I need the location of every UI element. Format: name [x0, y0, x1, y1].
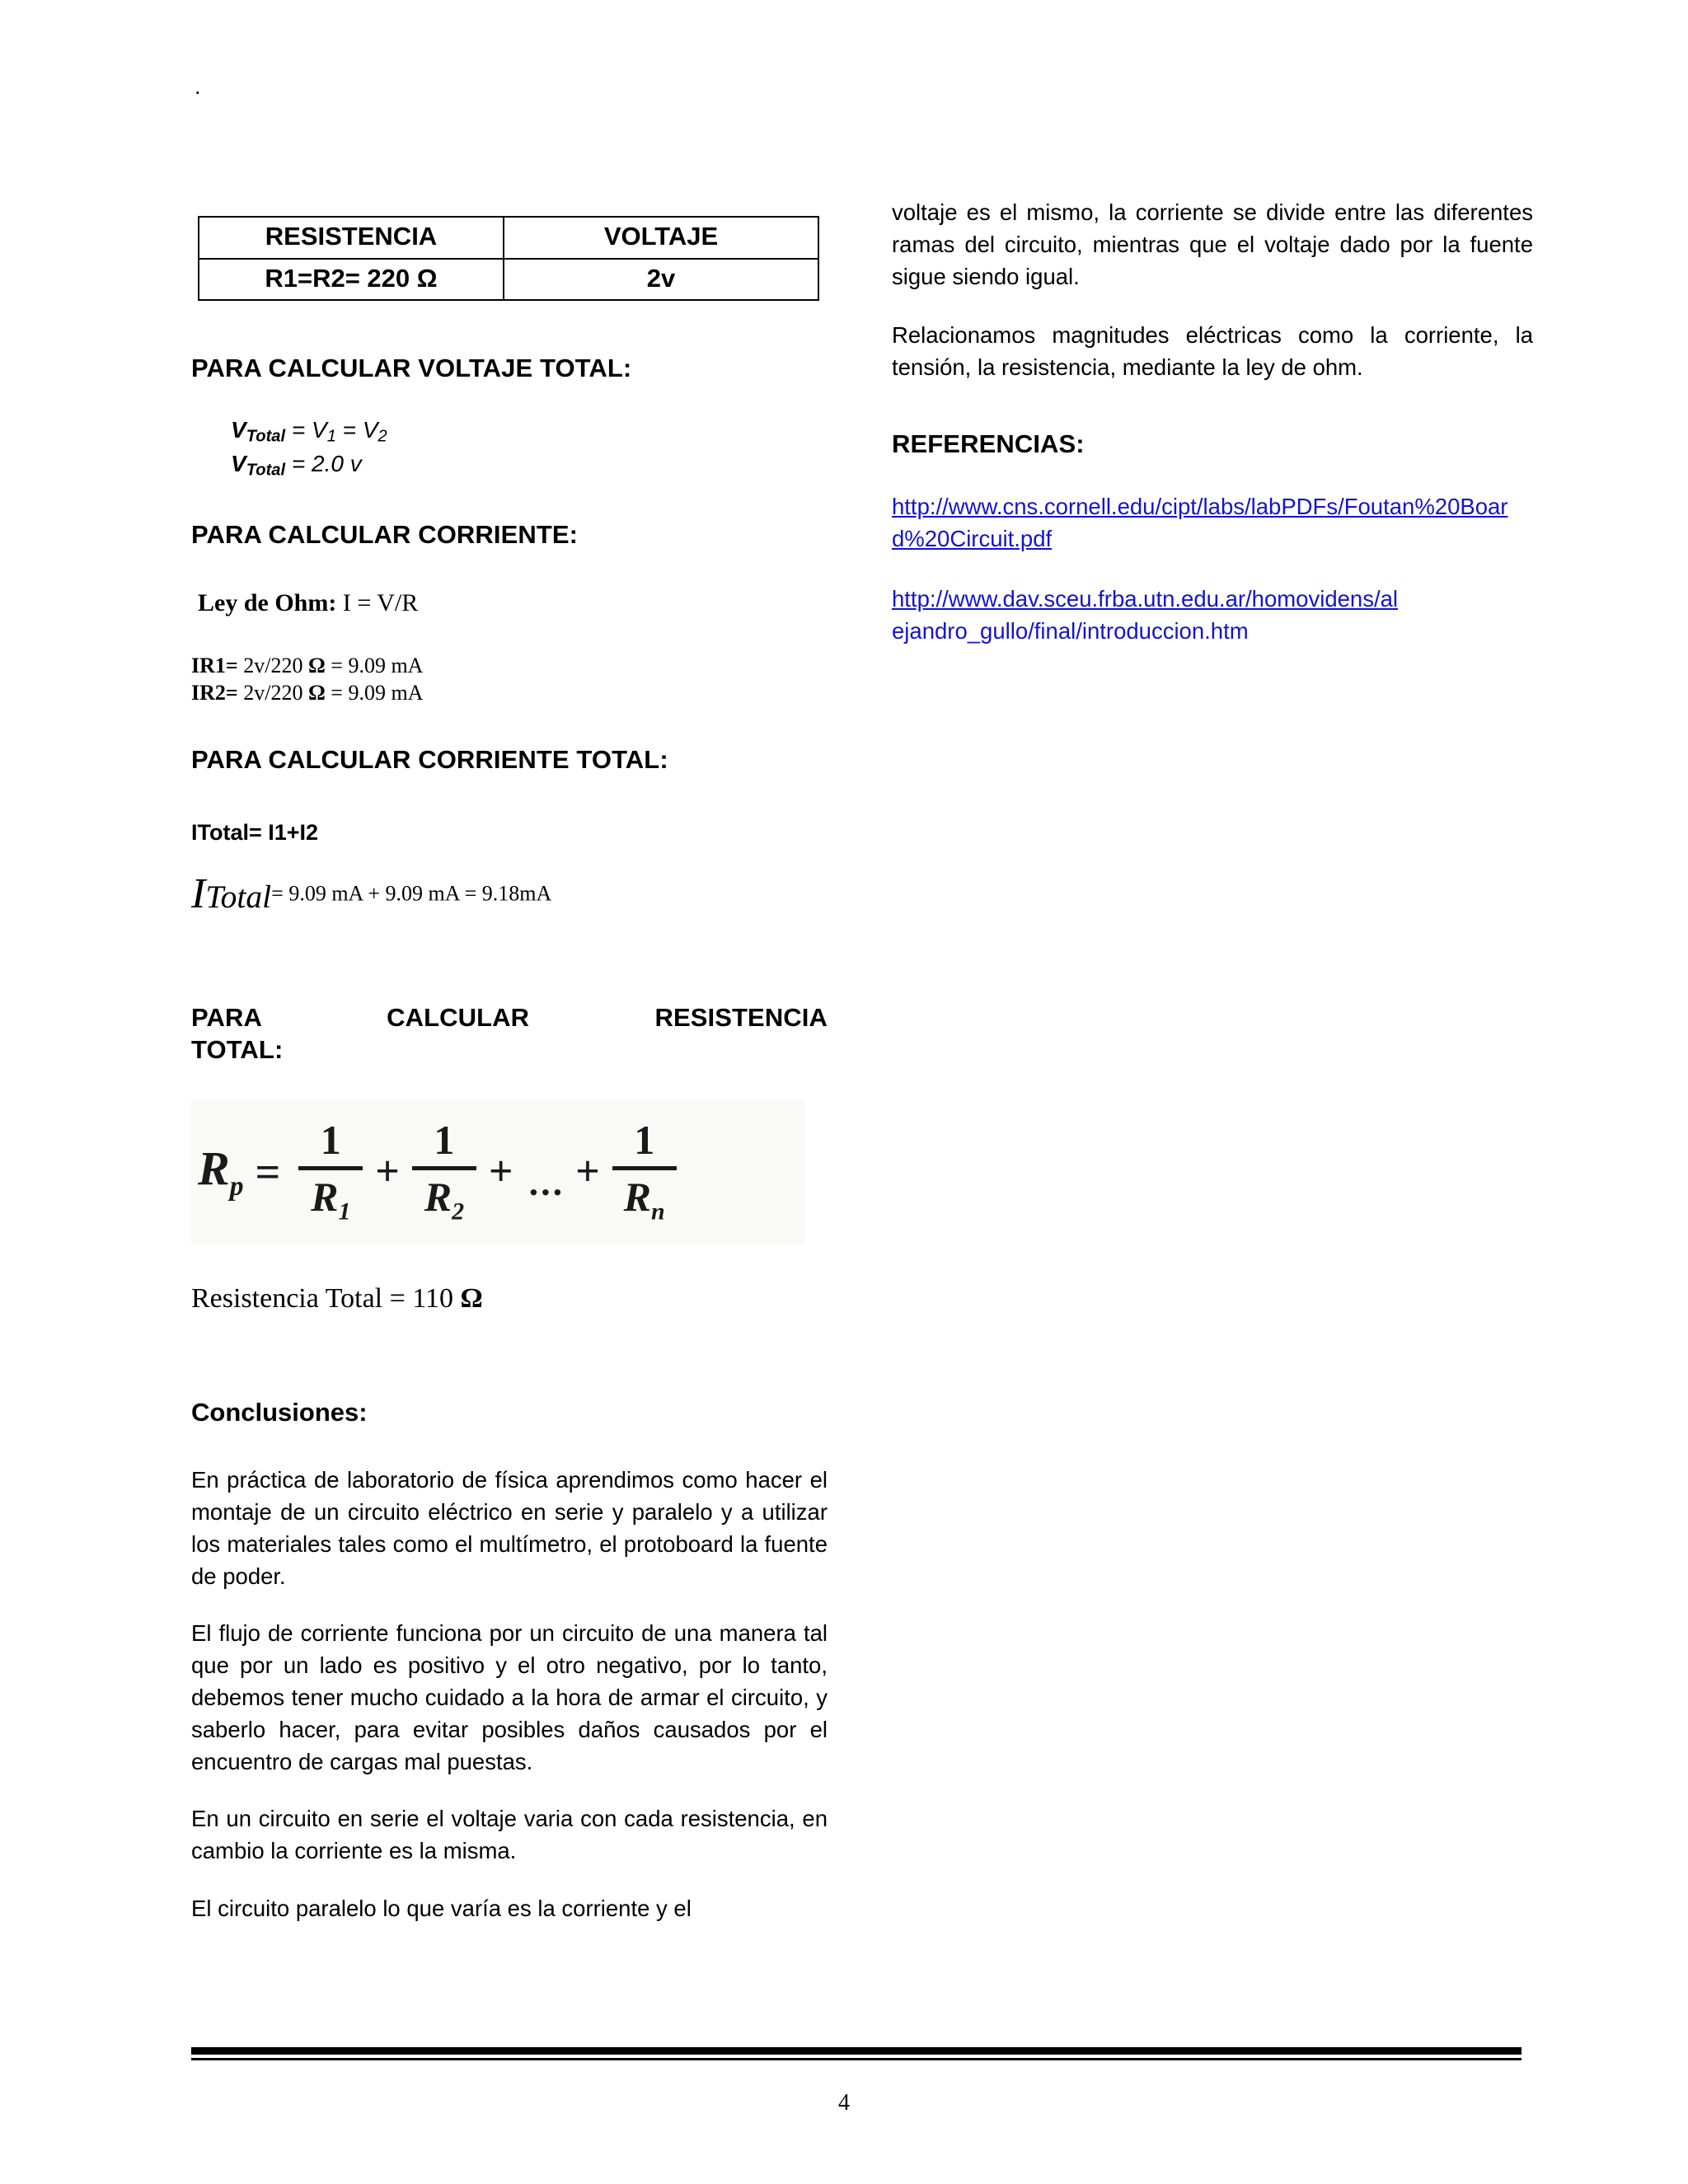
intro-paragraph-2: Relacionamos magnitudes eléctricas como la corriente, la tensión, la resistencia, mediante la ley de ohm.	[892, 322, 1533, 381]
rp-plus-3: +	[575, 1148, 600, 1195]
reference-link-2-continuation[interactable]: ejandro_gullo/final/introduccion.htm	[892, 617, 1249, 644]
footer-rule-thick	[191, 2047, 1522, 2055]
reference-link-2[interactable]	[892, 583, 1533, 647]
heading-resistencia-line-2: TOTAL:	[191, 1035, 284, 1065]
rp-equals-sign: =	[255, 1146, 281, 1197]
itotal-equation: ITotal= 9.09 mA + 9.09 mA = 9.18mA	[191, 870, 552, 918]
table-row	[199, 259, 818, 301]
voltaje-equation-line-2: $V_{Total} = 2.0$ v	[231, 450, 362, 480]
parallel-resistance-formula-image	[191, 1099, 804, 1244]
heading-para-calcular-corriente: PARA CALCULAR CORRIENTE:	[191, 519, 579, 549]
heading-para-calcular-voltaje-total: PARA CALCULAR VOLTAJE TOTAL:	[191, 354, 632, 383]
conclusion-paragraph-4: El circuito paralelo lo que varía es la corriente y el	[191, 1895, 692, 1921]
rp-fraction-2: 1 $R_2$	[412, 1119, 476, 1225]
intro-paragraph-1: voltaje es el mismo, la corriente se divide entre las diferentes ramas del circuito, mientras que el voltaje dado por la fuente sigue siendo igual.	[892, 199, 1533, 290]
table-cell-resistencia-value: R1=R2= 220 Ω	[199, 259, 504, 301]
table-header-resistencia: RESISTENCIA	[199, 217, 504, 259]
rp-fraction-1: 1 $R_1$	[298, 1119, 363, 1225]
heading-referencias: REFERENCIAS:	[892, 429, 1085, 459]
corriente-r1-line: IR1= 2v/220 Ω = 9.09 mA	[191, 654, 424, 678]
table-header-voltaje: VOLTAJE	[504, 217, 818, 259]
rp-lhs: $R_p$	[198, 1141, 244, 1202]
reference-link-1-continuation[interactable]: n%20Board%20Circuit.pdf	[892, 493, 1508, 551]
itotal-label: ITotal= I1+I2	[191, 820, 319, 846]
reference-link-1-anchor[interactable]: http://www.cns.cornell.edu/cipt/labs/labPDFs/Fouta	[892, 493, 1403, 519]
conclusion-paragraph-1: En práctica de laboratorio de física aprendimos como hacer el montaje de un circuito eléctrico en serie y paralelo y a utilizar los materiales tales como el multímetro, el protoboard la fuente de poder.	[191, 1466, 828, 1590]
ley-de-ohm-line: Ley de Ohm: I = V/R	[198, 589, 419, 617]
footer-rule-thin	[191, 2058, 1522, 2060]
heading-para-calcular-resistencia-total	[191, 1001, 828, 1066]
conclusion-paragraph-3: En un circuito en serie el voltaje varia con cada resistencia, en cambio la corriente es la misma.	[191, 1806, 828, 1864]
voltaje-equation-line-1: $V_{Total} = V1 = V2$	[231, 416, 387, 445]
table-cell-voltaje-value: 2v	[504, 259, 818, 301]
left-column	[191, 216, 828, 1924]
corriente-r2-line: IR2= 2v/220 Ω = 9.09 mA	[191, 680, 424, 705]
resistencia-voltaje-table	[198, 216, 819, 301]
resistencia-total-result: Resistencia Total = 110 Ω	[191, 1282, 483, 1314]
stray-period-mark: .	[195, 74, 201, 99]
right-column	[892, 196, 1533, 647]
heading-para-calcular-corriente-total: PARA CALCULAR CORRIENTE TOTAL:	[191, 744, 668, 774]
rp-plus-2: +	[488, 1148, 513, 1195]
page-number: 4	[838, 2090, 850, 2116]
rp-plus-1: +	[375, 1148, 400, 1195]
heading-resistencia-line-1: PARA CALCULAR RESISTENCIA	[191, 1002, 828, 1032]
reference-link-1[interactable]	[892, 490, 1533, 555]
conclusion-paragraph-2: El flujo de corriente funciona por un circuito de una manera tal que por un lado es positivo y el otro negativo, por lo tanto, debemos tener mucho cuidado a la hora de armar el circuito, y saberlo hacer, para evitar posibles daños causados por el encuentro de cargas mal puestas.	[191, 1620, 828, 1775]
heading-conclusiones: Conclusiones:	[191, 1397, 368, 1427]
table-header-row	[199, 217, 818, 259]
reference-link-2-anchor[interactable]: http://www.dav.sceu.frba.utn.edu.ar/homovidens/al	[892, 585, 1398, 612]
voltaje-total-equations	[191, 415, 828, 482]
rp-fraction-n: 1 $R_n$	[612, 1119, 677, 1225]
rp-ellipsis: ...	[528, 1161, 565, 1203]
